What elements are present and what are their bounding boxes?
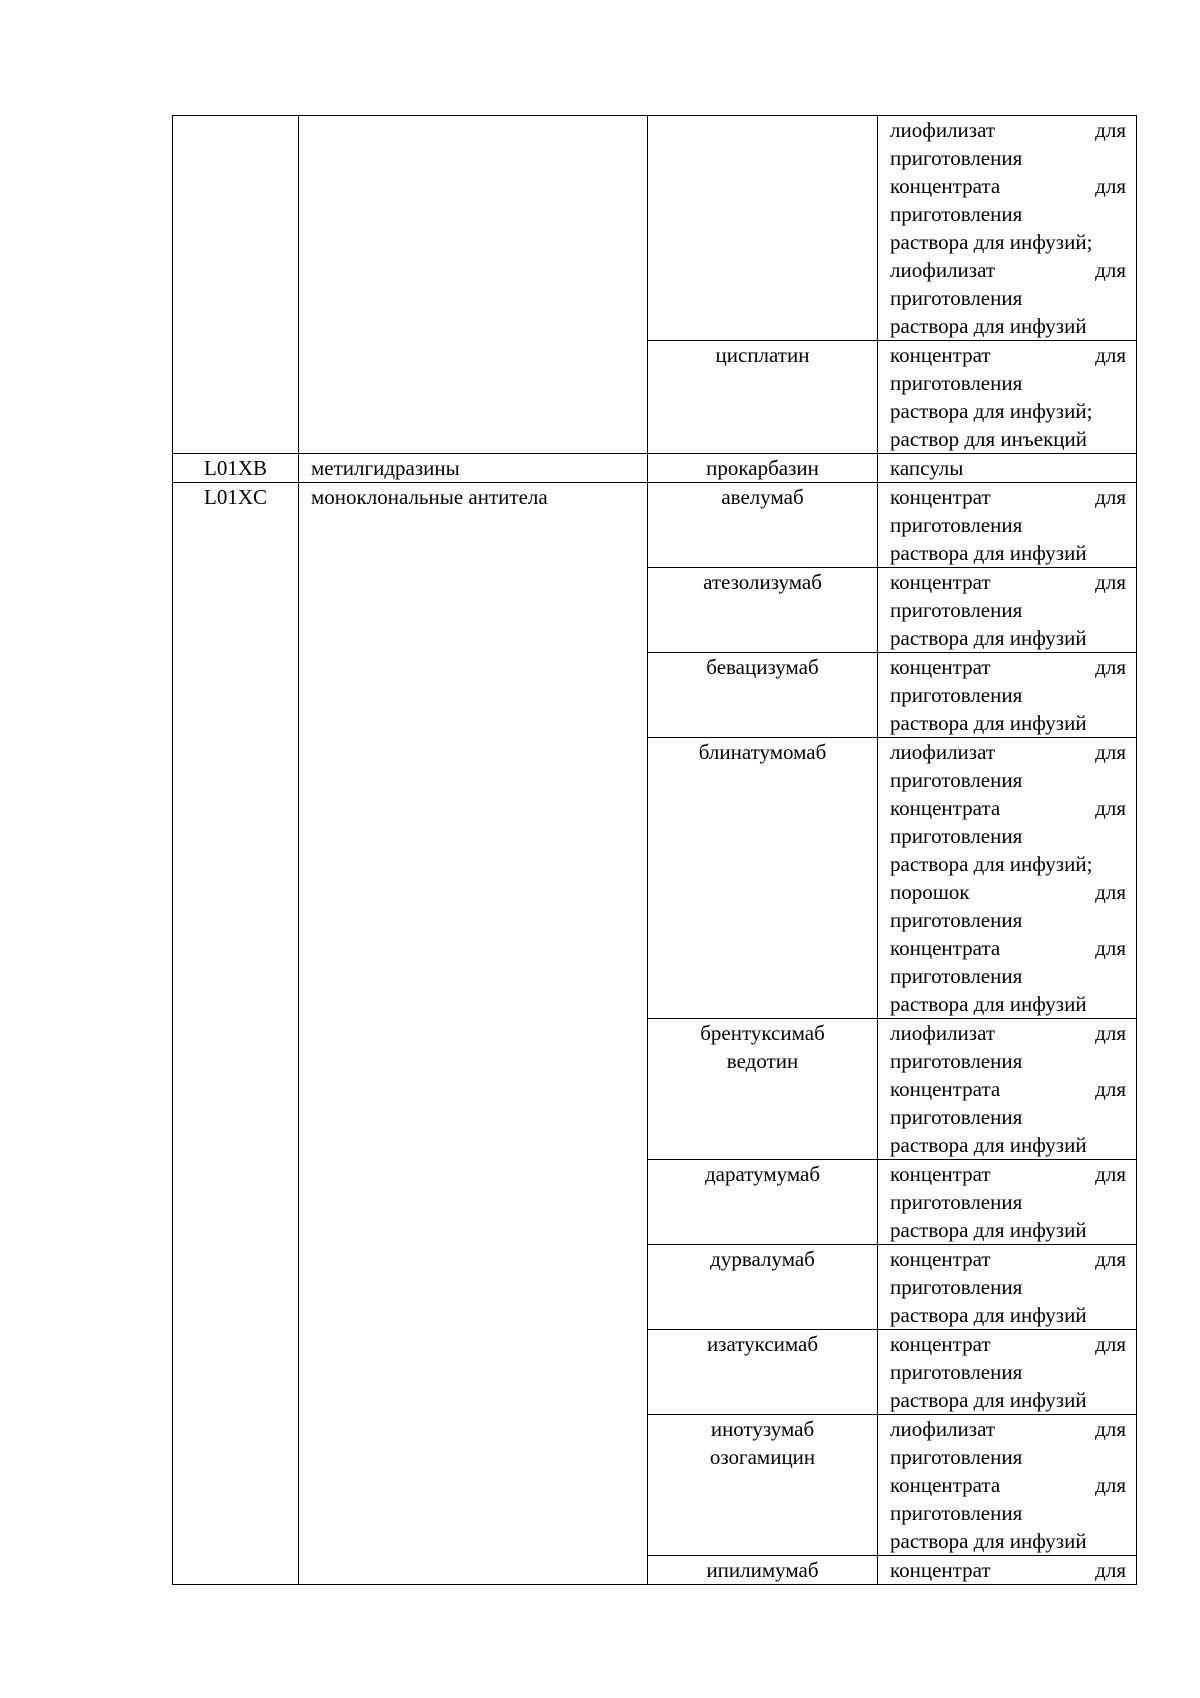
form-line: приготовления: [890, 824, 1023, 848]
form-line: приготовления: [890, 1445, 1023, 1469]
dosage-form-cell: [878, 116, 1137, 341]
form-line: приготовления: [890, 683, 1023, 707]
atc-code-cell: L01XB: [173, 454, 299, 483]
form-line: раствора для инфузий;: [890, 399, 1093, 423]
form-line: концентрат для: [890, 1558, 1126, 1582]
form-line: лиофилизат для: [890, 118, 1126, 142]
form-line: раствора для инфузий: [890, 314, 1087, 338]
inn-cell: блинатумомаб: [648, 738, 878, 1019]
group-name-cell: моноклональные антитела: [299, 483, 648, 1585]
form-line: концентрат для: [890, 1247, 1126, 1271]
form-line: лиофилизат для: [890, 1021, 1126, 1045]
form-line: раствора для инфузий: [890, 711, 1087, 735]
dosage-form-cell: [878, 454, 1137, 483]
dosage-form-cell: [878, 653, 1137, 738]
form-line: приготовления: [890, 1360, 1023, 1384]
inn-cell: прокарбазин: [648, 454, 878, 483]
form-line: приготовления: [890, 1105, 1023, 1129]
form-line: порошок для: [890, 880, 1126, 904]
form-line: лиофилизат для: [890, 740, 1126, 764]
form-line: раствора для инфузий: [890, 1388, 1087, 1412]
form-line: раствора для инфузий;: [890, 852, 1093, 876]
inn-cell: брентуксимаб ведотин: [648, 1019, 878, 1160]
inn-cell: ипилимумаб: [648, 1556, 878, 1585]
form-line: приготовления: [890, 1049, 1023, 1073]
dosage-form-cell: [878, 738, 1137, 1019]
form-line: приготовления: [890, 908, 1023, 932]
form-line: приготовления: [890, 598, 1023, 622]
dosage-form-cell: [878, 1330, 1137, 1415]
form-line: концентрата для: [890, 1473, 1126, 1497]
inn-cell: цисплатин: [648, 341, 878, 454]
form-line: концентрата для: [890, 1077, 1126, 1101]
form-line: приготовления: [890, 1501, 1023, 1525]
atc-code-cell: L01XC: [173, 483, 299, 1585]
form-line: раствор для инъекций: [890, 427, 1087, 451]
form-line: раствора для инфузий: [890, 1303, 1087, 1327]
form-line: лиофилизат для: [890, 1417, 1126, 1441]
form-line: раствора для инфузий: [890, 1529, 1087, 1553]
inn-cell: атезолизумаб: [648, 568, 878, 653]
inn-cell: инотузумаб озогамицин: [648, 1415, 878, 1556]
dosage-form-cell: [878, 341, 1137, 454]
form-line: концентрат для: [890, 655, 1126, 679]
form-line: концентрат для: [890, 343, 1126, 367]
table-row: [173, 483, 1137, 568]
form-line: концентрат для: [890, 570, 1126, 594]
form-line: концентрат для: [890, 1162, 1126, 1186]
inn-cell: бевацизумаб: [648, 653, 878, 738]
form-line: приготовления: [890, 513, 1023, 537]
form-line: раствора для инфузий;: [890, 230, 1093, 254]
form-line: концентрат для: [890, 485, 1126, 509]
form-line: приготовления: [890, 1275, 1023, 1299]
group-name-cell: метилгидразины: [299, 454, 648, 483]
form-line: приготовления: [890, 964, 1023, 988]
form-line: приготовления: [890, 768, 1023, 792]
inn-cell: даратумумаб: [648, 1160, 878, 1245]
form-line: капсулы: [890, 456, 964, 480]
form-line: приготовления: [890, 202, 1023, 226]
dosage-form-cell: [878, 1245, 1137, 1330]
form-line: раствора для инфузий: [890, 992, 1087, 1016]
form-line: концентрата для: [890, 796, 1126, 820]
form-line: раствора для инфузий: [890, 1133, 1087, 1157]
form-line: приготовления: [890, 286, 1023, 310]
inn-cell: [648, 116, 878, 341]
form-line: приготовления: [890, 1190, 1023, 1214]
atc-code-cell: [173, 116, 299, 454]
inn-cell: авелумаб: [648, 483, 878, 568]
dosage-form-cell: [878, 1019, 1137, 1160]
dosage-form-cell: [878, 1415, 1137, 1556]
dosage-form-cell: [878, 568, 1137, 653]
table-row: [173, 116, 1137, 341]
form-line: раствора для инфузий: [890, 1218, 1087, 1242]
form-line: лиофилизат для: [890, 258, 1126, 282]
table-row: [173, 454, 1137, 483]
dosage-form-cell: [878, 1160, 1137, 1245]
form-line: концентрата для: [890, 174, 1126, 198]
inn-cell: дурвалумаб: [648, 1245, 878, 1330]
form-line: раствора для инфузий: [890, 626, 1087, 650]
form-line: концентрат для: [890, 1332, 1126, 1356]
drug-table: [172, 115, 1137, 1585]
form-line: концентрата для: [890, 936, 1126, 960]
inn-cell: изатуксимаб: [648, 1330, 878, 1415]
dosage-form-cell: [878, 1556, 1137, 1585]
form-line: приготовления: [890, 371, 1023, 395]
group-name-cell: [299, 116, 648, 454]
form-line: приготовления: [890, 146, 1023, 170]
form-line: раствора для инфузий: [890, 541, 1087, 565]
dosage-form-cell: [878, 483, 1137, 568]
